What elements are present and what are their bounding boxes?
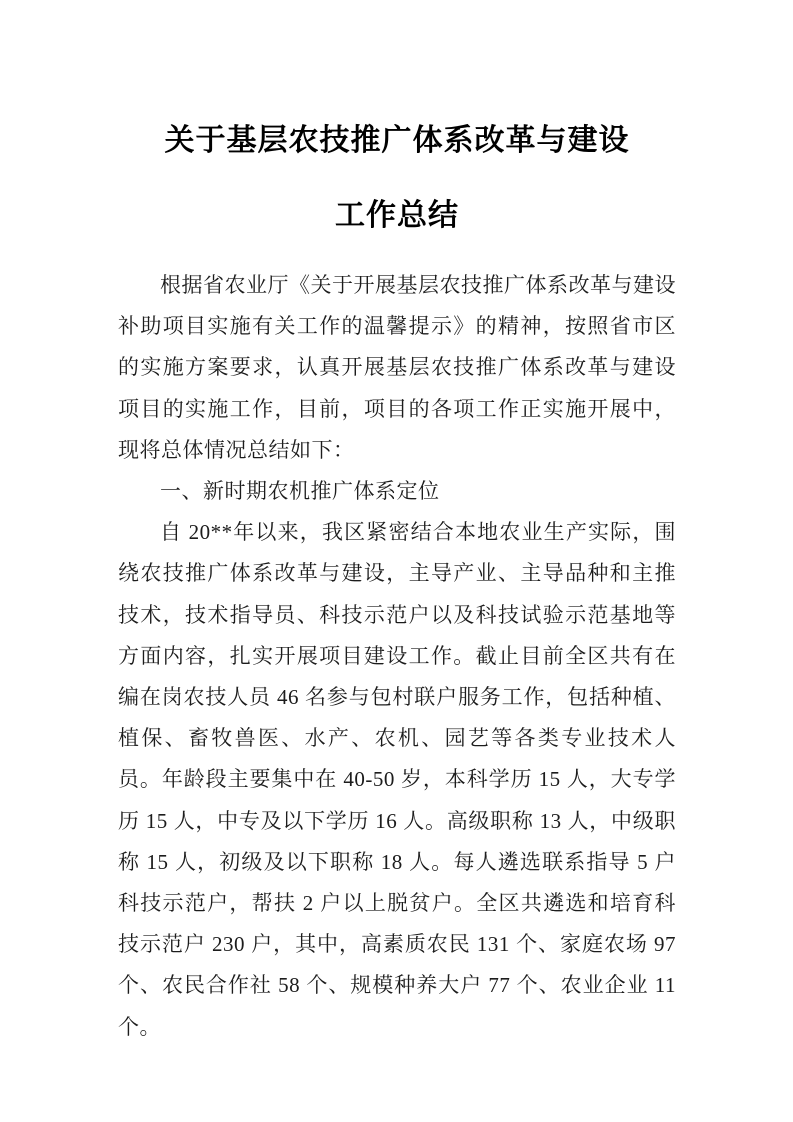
section-heading-1: 一、新时期农机推广体系定位	[160, 479, 440, 504]
document-title-line-1: 关于基层农技推广体系改革与建设	[164, 124, 630, 157]
document-title-line-2: 工作总结	[335, 199, 459, 232]
document-content	[118, 0, 676, 1048]
paragraph-intro: 根据省农业厅《关于开展基层农技推广体系改革与建设补助项目实施有关工作的温馨提示》的精神，按照省市区的实施方案要求，认真开展基层农技推广体系改革与建设项目的实施工作，目前，项目的各项工作正实施开展中，现将总体情况总结如下：	[118, 273, 676, 462]
paragraph-section-1-body: 自 20**年以来，我区紧密结合本地农业生产实际，围绕农技推广体系改革与建设，主导产业、主导品种和主推技术，技术指导员、科技示范户以及科技试验示范基地等方面内容，扎实开展项目建设工作。截止目前全区共有在编在岗农技人员 46 名参与包村联户服务工作，包括种植、植保、畜牧兽医、水产、农机、园艺等各类专业技术人员。年龄段主要集中在 40-50 岁，本科学历 15 人，大专学历 15 人，中专及以下学历 16 人。高级职称 13 人，中级职称 15 人，初级及以下职称 18 人。每人遴选联系指导 5 户科技示范户，帮扶 2 户以上脱贫户。全区共遴选和培育科技示范户 230 户，其中，高素质农民 131 个、家庭农场 97 个、农民合作社 58 个、规模种养大户 77 个、农业企业 11 个。	[118, 520, 676, 1039]
document-body	[118, 265, 676, 1048]
